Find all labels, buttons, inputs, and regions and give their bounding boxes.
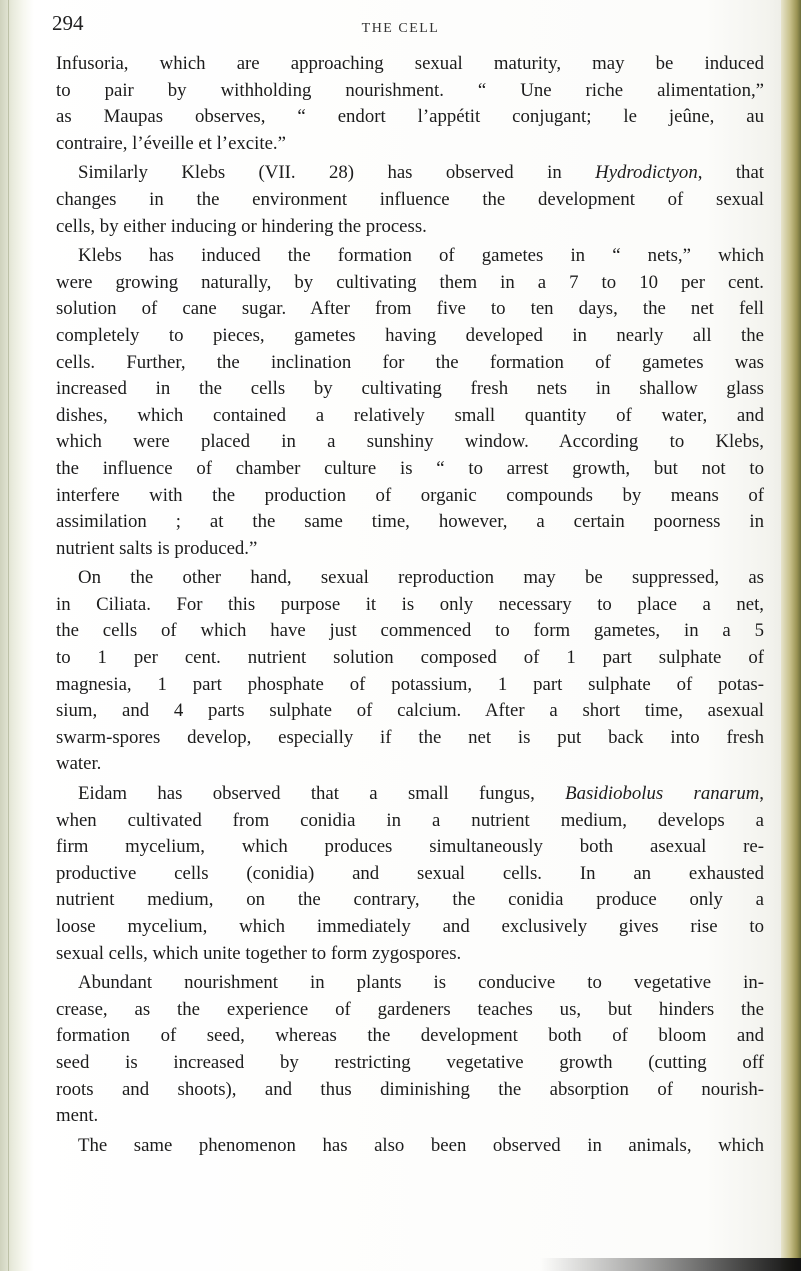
text-line: contraire, l’éveille et l’excite.” [56,132,286,154]
text-line: when cultivated from conidia in a nutrient medium, develops a [56,809,764,831]
text-line: changes in the environment influence the development of sexual [56,188,764,210]
text-line: swarm-spores develop, especially if the net is put back into fresh [56,726,764,748]
text-line: as Maupas observes, “ endort l’appétit conjugant; le jeûne, au [56,106,764,128]
text-line: completely to pieces, gametes having developed in nearly all the [56,324,764,346]
text-line: increased in the cells by cultivating fresh nets in shallow glass [56,378,764,400]
text-line: assimilation ; at the same time, however, a certain poorness in [56,511,764,533]
paragraph [56,51,764,157]
text-line: Abundant nourishment in plants is conducive to vegetative in- [78,972,764,994]
text-line: in Ciliata. For this purpose it is only necessary to place a net, [56,593,764,615]
text-line: interfere with the production of organic compounds by means of [56,484,764,506]
text-line: to pair by withholding nourishment. “ Une riche alimentation,” [56,79,764,101]
body-text [56,51,764,1159]
paragraph [56,160,764,240]
page-outer-edge [781,0,801,1271]
text-line: the influence of chamber culture is “ to arrest growth, but not to [56,457,764,479]
text-line: roots and shoots), and thus diminishing the absorption of nourish- [56,1078,764,1100]
text-line: Infusoria, which are approaching sexual maturity, may be induced [56,53,764,74]
text-line: sexual cells, which unite together to form zygospores. [56,942,462,964]
text-line: seed is increased by restricting vegetative growth (cutting off [56,1051,764,1073]
text-line: nutrient medium, on the contrary, the conidia produce only a [56,889,764,911]
text-line: The same phenomenon has also been observed in animals, which [78,1134,764,1156]
text-line: dishes, which contained a relatively small quantity of water, and [56,404,764,426]
page-corner-shadow [540,1258,801,1271]
text-line: sium, and 4 parts sulphate of calcium. After a short time, asexual [56,700,764,722]
paragraph [56,970,764,1130]
text-line: solution of cane sugar. After from five to ten days, the net fell [56,298,764,320]
text-line: Similarly Klebs (VII. 28) has observed in Hydrodictyon, that [78,162,764,184]
text-line: water. [56,753,102,775]
text-line: loose mycelium, which immediately and exclusively gives rise to [56,916,764,937]
paragraph [56,781,764,967]
page-binding-edge [0,0,34,1271]
page-number: 294 [52,11,84,35]
paragraph [56,243,764,562]
text-line: firm mycelium, which produces simultaneously both asexual re- [56,836,764,858]
paragraph [56,565,764,778]
running-head: THE CELL [361,21,440,36]
text-line: formation of seed, whereas the development both of bloom and [56,1025,764,1047]
text-line: cells, by either inducing or hindering the process. [56,215,427,237]
text-line: which were placed in a sunshiny window. According to Klebs, [56,431,764,453]
text-line: ment. [56,1105,99,1127]
text-line: nutrient salts is produced.” [56,537,258,559]
text-line: were growing naturally, by cultivating them in a 7 to 10 per cent. [56,271,764,293]
text-line: to 1 per cent. nutrient solution composed of 1 part sulphate of [56,647,764,669]
text-line: On the other hand, sexual reproduction may be suppressed, as [78,567,764,589]
paragraph [56,1133,764,1160]
text-line: productive cells (conidia) and sexual cells. In an exhausted [56,862,764,884]
text-line: the cells of which have just commenced to form gametes, in a 5 [56,620,764,642]
binding-line [8,0,9,1271]
text-line: magnesia, 1 part phosphate of potassium, 1 part sulphate of potas- [56,673,764,695]
text-line: Eidam has observed that a small fungus, Basidiobolus ranarum, [78,783,764,805]
text-line: crease, as the experience of gardeners teaches us, but hinders the [56,998,764,1020]
text-line: Klebs has induced the formation of gametes in “ nets,” which [78,245,764,267]
text-line: cells. Further, the inclination for the formation of gametes was [56,351,764,373]
